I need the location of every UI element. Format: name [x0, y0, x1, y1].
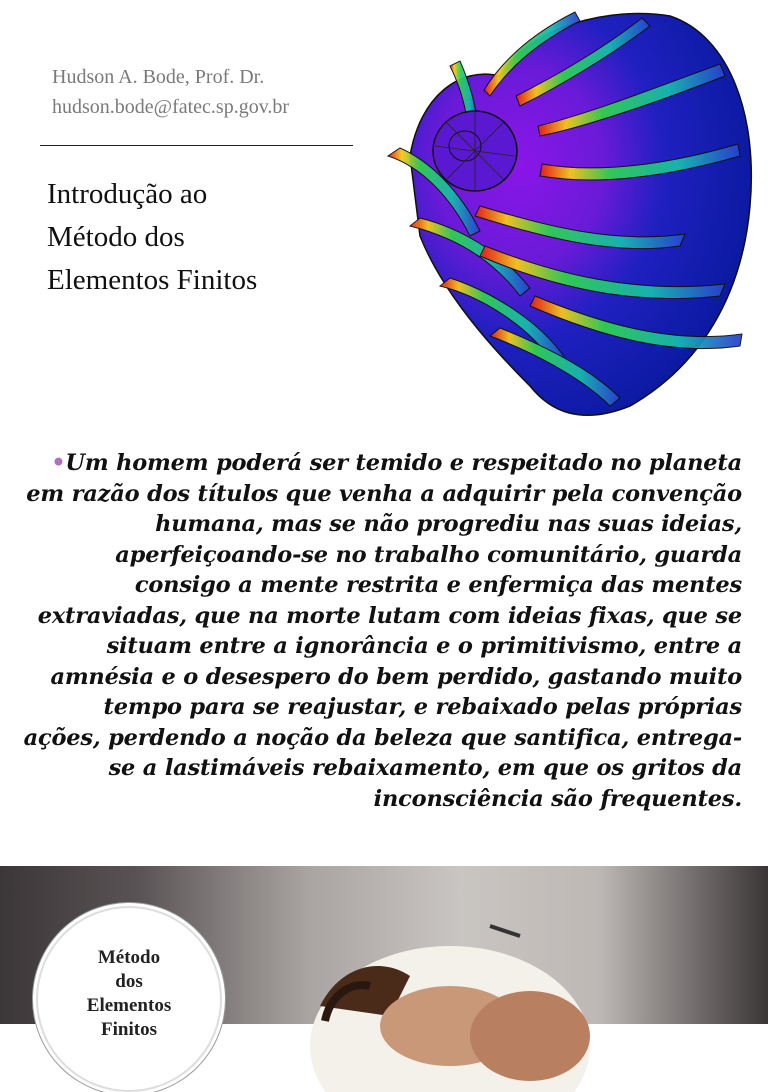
fem-impeller-stress-plot — [380, 6, 758, 420]
slide-section — [0, 866, 768, 1040]
slide-title-text — [47, 173, 257, 302]
section-badge — [36, 906, 222, 1092]
author-block — [52, 62, 289, 122]
badge-line: dos — [115, 971, 143, 992]
badge-line: Método — [97, 947, 161, 968]
bullet-icon: • — [51, 450, 66, 476]
quote-body: Um homem poderá ser temido e respeitado no planeta em razão dos títulos que venha a adquirir pela convenção humana, mas se não progrediu nas suas ideias, aperfeiçoando-se no trabalho comunitário, guarda consigo a mente restrita e enfermiça das mentes extraviadas, que na morte lutam com ideias fixas, que se situam entre a ignorância e o primitivismo, entre a amnésia e o desespero do bem perdido, gastando muito tempo para se reajustar, e rebaixado pelas próprias ações, perdendo a noção da beleza que santifica, entrega-se a lastimáveis rebaixamento, em que os gritos da inconsciência são frequentes. — [23, 450, 742, 812]
title-divider — [40, 145, 353, 146]
author-email: hudson.bode@fatec.sp.gov.br — [52, 96, 290, 118]
badge-line: Finitos — [101, 1019, 157, 1040]
slide-title — [0, 0, 768, 430]
bulldog-photo — [300, 926, 600, 1036]
title-line: Elementos Finitos — [47, 264, 258, 296]
quote-text — [22, 448, 742, 814]
slide-quote — [0, 440, 768, 850]
badge-line: Elementos — [86, 995, 172, 1016]
badge-text — [38, 946, 220, 1042]
title-line: Método dos — [47, 221, 185, 253]
title-line: Introdução ao — [47, 178, 208, 210]
author-name: Hudson A. Bode, Prof. Dr. — [52, 66, 265, 88]
